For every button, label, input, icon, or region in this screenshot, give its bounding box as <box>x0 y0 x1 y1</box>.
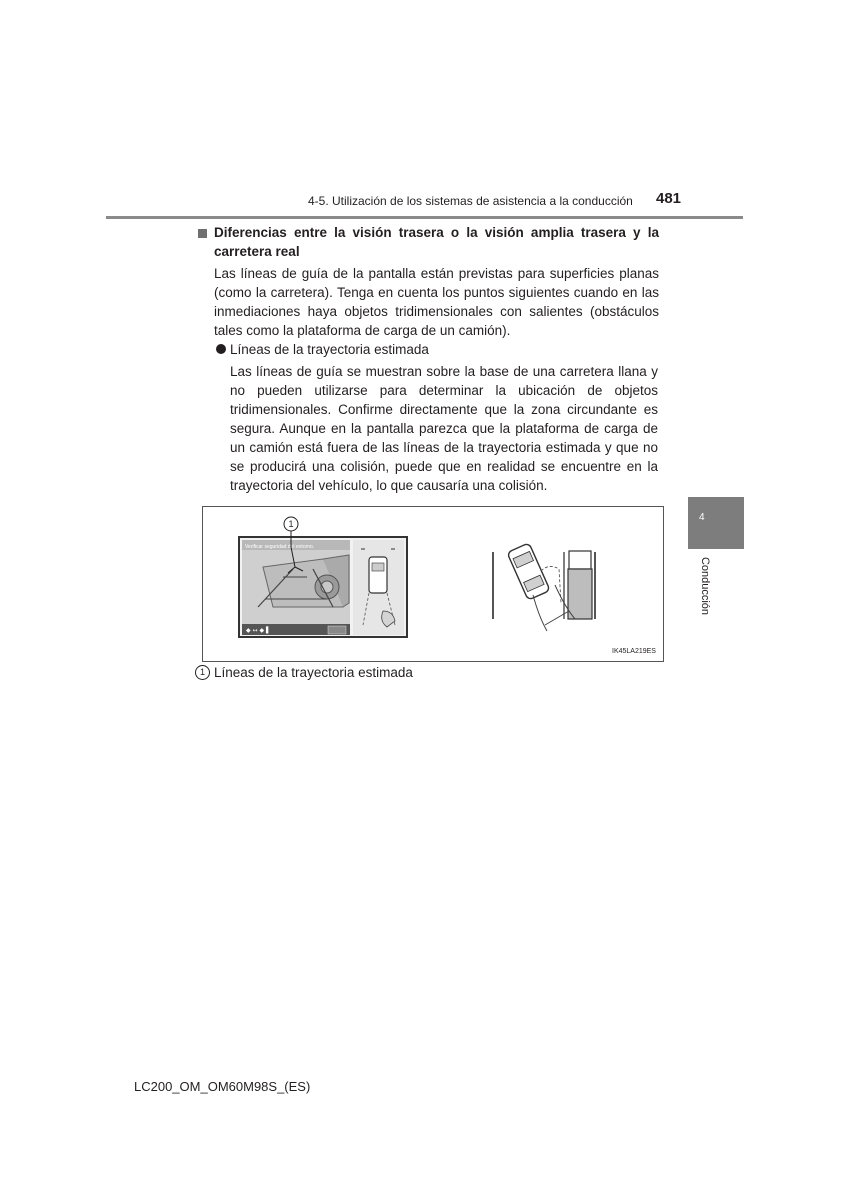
bullet-label: Líneas de la trayectoria estimada <box>230 342 429 357</box>
monitor-screen <box>239 537 407 637</box>
bullet-icon <box>216 344 226 354</box>
figure-illustration <box>202 506 664 662</box>
screen-banner-text: Verificar seguridad del entorno. <box>245 544 315 550</box>
chapter-tab <box>688 497 744 549</box>
footer-doc-code: LC200_OM_OM60M98S_(ES) <box>134 1079 311 1094</box>
figure-drawing <box>203 507 663 661</box>
callout-1-number: 1 <box>288 519 294 529</box>
bullet-paragraph: Las líneas de guía se muestran sobre la base de una carretera llana y no pueden utilizarse para determinar la ubicación de objetos tridimensionales. Confirme directamente que la zona circundante es segura. Aunque en la pantalla parezca que la plataforma de carga de un camión está fuera de las líneas de la trayectoria estimada y que no se producirá una colisión, puede que en realidad se encuentre en la trayectoria del vehículo, lo que causaría una colisión. <box>230 364 658 493</box>
intro-paragraph: Las líneas de guía de la pantalla están previstas para superficies planas (como la carretera). Tenga en cuenta los puntos siguientes cuando en las inmediaciones haya objetos tridimensionales con salientes (obstáculos tales como la plataforma de carga de un camión). <box>214 266 659 338</box>
caption-number-icon: 1 <box>195 665 210 680</box>
parking-diagram <box>493 543 595 631</box>
running-header: 4-5. Utilización de los sistemas de asistencia a la conducción <box>308 194 633 208</box>
section-square-icon <box>198 229 207 238</box>
chapter-tab-label: Conducción <box>699 556 711 616</box>
page-number: 481 <box>656 190 682 207</box>
status-icons: ◆ ↔ ◆ ▌ <box>246 627 271 634</box>
figure-caption: Líneas de la trayectoria estimada <box>214 665 413 680</box>
chapter-tab-number: 4 <box>699 512 705 523</box>
header-rule <box>106 216 743 219</box>
figure-code: IK45LA219ES <box>612 648 656 655</box>
section-heading: Diferencias entre la visión trasera o la visión amplia trasera y la carretera real <box>214 225 659 259</box>
